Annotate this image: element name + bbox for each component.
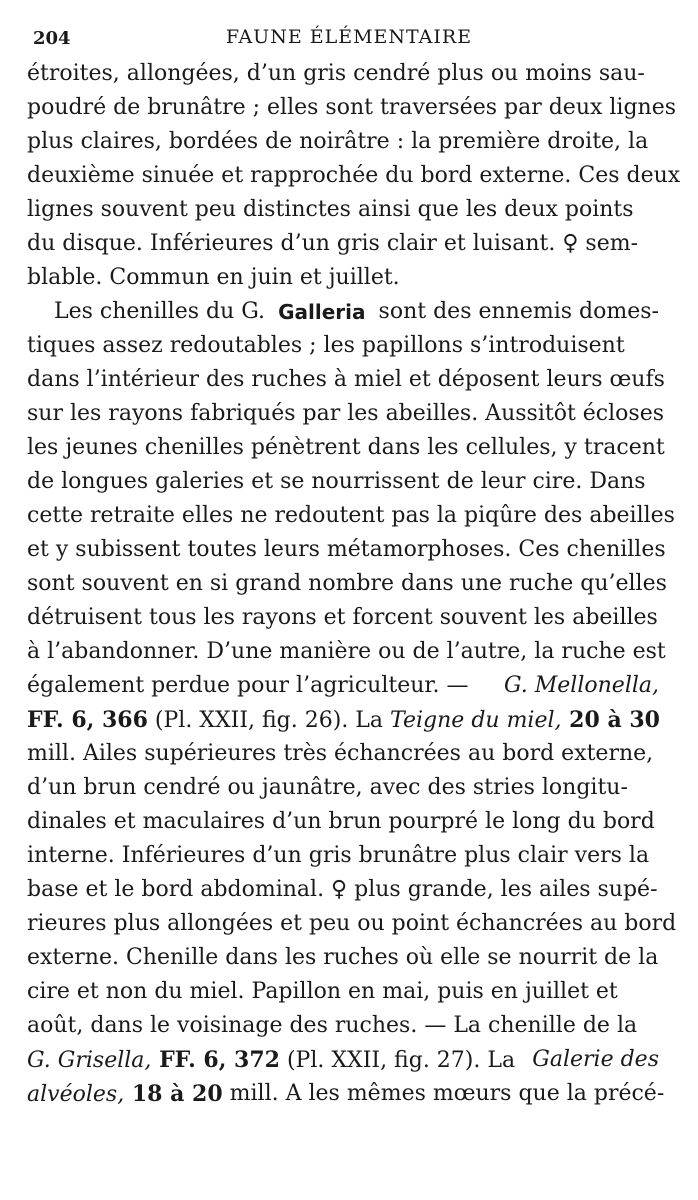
text-line — [27, 1077, 665, 1111]
text-line: lignes souvent peu distinctes ainsi que les deux points — [27, 197, 634, 222]
text-line: dans l’intérieur des ruches à miel et déposent leurs œufs — [27, 367, 665, 392]
page-header — [0, 22, 698, 52]
text-line: sur les rayons fabriqués par les abeilles. Aussitôt écloses — [27, 401, 665, 426]
genus-name: Galleria — [278, 300, 366, 324]
text-line: les jeunes chenilles pénètrent dans les cellules, y tracent — [27, 435, 665, 460]
text-line: de longues galeries et se nourrissent de leur cire. Dans — [27, 469, 646, 494]
text-line: plus claires, bordées de noirâtre : la première droite, la — [27, 129, 649, 154]
text-line: et y subissent toutes leurs métamorphoses. Ces chenilles — [27, 537, 666, 562]
text-line: blable. Commun en juin et juillet. — [27, 265, 400, 290]
page-number: 204 — [33, 28, 71, 49]
species-name: G. Grisella, — [27, 1048, 152, 1073]
reference: FF. 6, 366 — [27, 707, 148, 733]
text-line: d’un brun cendré ou jaunâtre, avec des stries longitu- — [27, 775, 628, 800]
text-run: sont des ennemis domes- — [371, 299, 659, 324]
text-line: deuxième sinuée et rapprochée du bord externe. Ces deux — [27, 163, 681, 188]
text-line: rieures plus allongées et peu ou point échancrées au bord — [27, 911, 677, 936]
reference: FF. 6, 372 — [151, 1047, 280, 1073]
text-line: mill. Ailes supérieures très échancrées au bord externe, — [27, 741, 654, 766]
text-run: Les chenilles du G. — [54, 299, 273, 324]
common-name: Teigne du miel, — [390, 708, 562, 733]
text-line — [27, 703, 659, 737]
text-line: du disque. Inférieures d’un gris clair et luisant. ♀ sem- — [27, 231, 639, 256]
size: 20 à 30 — [561, 707, 660, 733]
text-line — [27, 1043, 659, 1077]
text-line — [27, 669, 659, 703]
text-line: poudré de brunâtre ; elles sont traversées par deux lignes — [27, 95, 677, 120]
text-line: dinales et maculaires d’un brun pourpré le long du bord — [27, 809, 655, 834]
size: 18 à 20 — [124, 1081, 223, 1107]
text-line: tiques assez redoutables ; les papillons s’introduisent — [27, 333, 625, 358]
text-line: août, dans le voisinage des ruches. — La chenille de la — [27, 1013, 638, 1038]
text-run: (Pl. XXII, fig. 26). La — [147, 708, 391, 733]
text-line-paragraph-start — [27, 295, 659, 329]
text-line: base et le bord abdominal. ♀ plus grande, les ailes supé- — [27, 877, 658, 902]
text-line: interne. Inférieures d’un gris brunâtre plus clair vers la — [27, 843, 650, 868]
running-title: FAUNE ÉLÉMENTAIRE — [225, 26, 473, 48]
text-line: étroites, allongées, d’un gris cendré plus ou moins sau- — [27, 61, 645, 86]
species-name: G. Mellonella, — [503, 673, 659, 698]
text-run: (Pl. XXII, fig. 27). La — [279, 1048, 523, 1073]
text-run: mill. A les mêmes mœurs que la précé- — [222, 1081, 665, 1106]
text-run: également perdue pour l’agriculteur. — — [27, 673, 476, 698]
common-name: alvéoles, — [27, 1082, 125, 1107]
common-name: Galerie des — [532, 1047, 659, 1072]
text-line: cette retraite elles ne redoutent pas la piqûre des abeilles — [27, 503, 675, 528]
text-line: sont souvent en si grand nombre dans une ruche qu’elles — [27, 571, 667, 596]
text-line: à l’abandonner. D’une manière ou de l’autre, la ruche est — [27, 639, 666, 664]
text-line: cire et non du miel. Papillon en mai, puis en juillet et — [27, 979, 618, 1004]
text-line: détruisent tous les rayons et forcent souvent les abeilles — [27, 605, 658, 630]
body-text — [27, 57, 681, 1111]
text-line: externe. Chenille dans les ruches où elle se nourrit de la — [27, 945, 659, 970]
